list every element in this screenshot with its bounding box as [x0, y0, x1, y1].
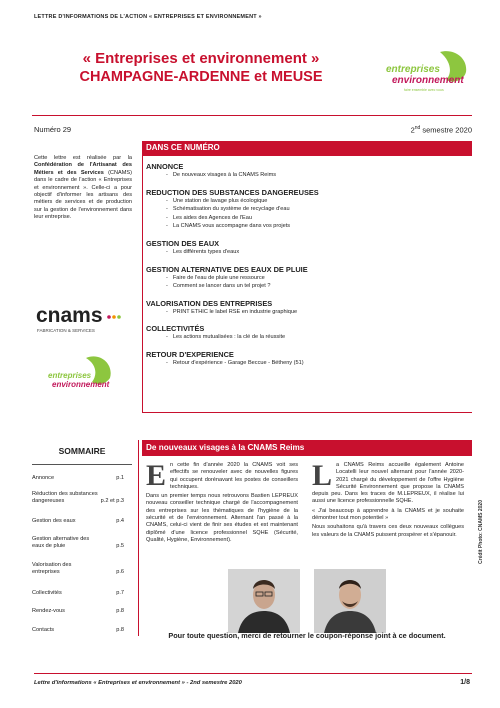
page-number: 1/8 [460, 679, 470, 686]
toc-item: - Les différents types d'eaux [174, 248, 466, 257]
sommaire-row [32, 562, 124, 576]
footer-text: Lettre d'informations « Entreprises et environnement » - 2nd semestre 2020 [34, 680, 242, 686]
toc-section-title: GESTION DES EAUX [146, 238, 220, 248]
article-column-2: La CNAMS Reims accueille également Antoine Locatelli leur nouvel alternant pour l'année 2020-2021 chargé du développement de l'offre Hygiène Sécurité Environnement que propose la CNAMS depuis peu. Dans les traces de M.LEPREUX, il réalise lui aussi une licence professionnelle SQHE. « J'ai beaucoup à apprendre à la CNAMS et je souhaite démontrer tout mon potentiel » Nous souhaitons qu'à travers ces deux nouveaux collègues les valeurs de la CNAMS puissent prospérer et s'épanouir. [312, 459, 464, 538]
sommaire-page: p.7 [116, 590, 124, 596]
portrait-photo [314, 569, 386, 633]
photo-credit: Crédit Photo: CNAMS 2020 [478, 500, 484, 564]
cnams-logo [34, 302, 134, 338]
toc-item: - De nouveaux visages à la CNAMS Reims [174, 171, 466, 180]
sommaire-rule [32, 464, 132, 465]
sommaire-label: Annonce [32, 475, 55, 481]
toc-section-title: RETOUR D'EXPERIENCE [146, 349, 234, 359]
portrait-photo [228, 569, 300, 633]
sommaire-label: Valorisation des entreprises [32, 562, 72, 575]
sommaire-row [32, 608, 124, 615]
logo-tagline: faire ensemble avec vous [404, 88, 444, 92]
entreprises-environnement-logo-small [46, 352, 118, 402]
sommaire-label: Gestion des eaux [32, 518, 76, 524]
logo-word2: environnement [392, 75, 464, 86]
intro-text: Cette lettre est réalisée par la Confédération de l'Artisanat des Métiers et des Services (CNAMS) dans le cadre de l'action « Entreprises et environnement ». Celle-ci a pour objectif d'informer les artisans des métiers de services et de production sur la gestion de l'environnement dans leur entreprise. [34, 155, 132, 221]
issue-number: Numéro 29 [34, 125, 72, 134]
sommaire-row [32, 475, 124, 482]
sommaire-page: p.2 et p.3 [100, 498, 124, 504]
toc-item: - Faire de l'eau de pluie une ressource [174, 274, 466, 283]
toc-section-title: ANNONCE [146, 162, 184, 171]
sommaire-page: p.8 [116, 608, 124, 614]
semester: 2nd semestre 2020 [410, 125, 472, 135]
toc-section-title: GESTION ALTERNATIVE DES EAUX DE PLUIE [146, 264, 308, 274]
coupon-notice: Pour toute question, merci de retourner le coupon-réponse joint à ce document. [168, 631, 446, 640]
toc-item: - Les aides des Agences de l'Eau [174, 214, 466, 223]
toc-section-title: COLLECTIVITÉS [146, 324, 205, 334]
sommaire-row [32, 627, 124, 634]
entreprises-environnement-logo [382, 50, 472, 100]
sommaire-label: Collectivités [32, 590, 62, 596]
logo-small-word1: entreprises [48, 371, 92, 380]
sommaire-label: Rendez-vous [32, 608, 65, 614]
header-rule [32, 115, 472, 116]
sommaire-page: p.8 [116, 627, 124, 633]
page-subtitle: CHAMPAGNE-ARDENNE et MEUSE [79, 69, 323, 85]
toc-section-title: VALORISATION DES ENTREPRISES [146, 298, 273, 308]
toc-item: - Retour d'expérience - Garage Beccue - Bétheny (51) [174, 359, 466, 368]
page-title: « Entreprises et environnement » [82, 50, 320, 67]
toc-item: - Schématisation du système de recyclage d'eau [174, 205, 466, 214]
sommaire-row [32, 491, 124, 505]
sommaire-label: Contacts [32, 627, 55, 633]
sommaire-row [32, 590, 124, 597]
article-side-border [138, 440, 139, 636]
cnams-logo-sub: FABRICATION & SERVICES [37, 328, 95, 333]
toc-list [146, 162, 466, 368]
logo-word1: entreprises [386, 64, 440, 75]
sommaire-page: p.4 [116, 518, 124, 524]
sommaire-label: Réduction des substances dangereuses [32, 491, 98, 504]
dropcap: L [312, 459, 333, 492]
newsletter-topline: LETTRE D'INFORMATIONS DE L'ACTION « ENTREPRISES ET ENVIRONNEMENT » [34, 14, 262, 20]
toc-item: - Les actions mutualisées : la clé de la réussite [174, 333, 466, 342]
cnams-logo-name: cnams [36, 304, 103, 327]
sommaire-label: Gestion alternative des eaux de pluie [32, 536, 90, 549]
article-heading: De nouveaux visages à la CNAMS Reims [142, 440, 472, 456]
toc-item: - PRINT ETHIC le label RSE en industrie graphique [174, 308, 466, 317]
title-box [34, 40, 368, 106]
sommaire-page: p.5 [116, 543, 124, 549]
footer-rule [34, 673, 472, 674]
toc-item: - Une station de lavage plus écologique [174, 197, 466, 206]
toc-section-title: REDUCTION DES SUBSTANCES DANGEREUSES [146, 187, 319, 197]
sommaire-page: p.1 [116, 475, 124, 481]
article-column-1: En cette fin d'année 2020 la CNAMS voit ses effectifs se renouveler avec de nouvelles figures qui occupent dorénavant les postes de conseillers techniques. Dans un premier temps nous retrouvons Bastien LEPREUX nouveau conseiller technique chargé de l'accompagnement des entreprises sur les thématiques de l'hygiène de la sécurité et de l'environnement. Alternant l'an passé à la CNAMS, celui-ci vient de finir ses études et est maintenant diplômé d'une licence professionnel SQHE (Sécurité, Qualité, Hygiène, Environnement). [146, 459, 298, 543]
sommaire-row [32, 536, 124, 550]
sommaire-page: p.6 [116, 569, 124, 575]
logo-small-word2: environnement [52, 380, 110, 389]
toc-heading: DANS CE NUMÉRO [142, 141, 472, 156]
sommaire-heading: SOMMAIRE [58, 446, 106, 456]
toc-item: - La CNAMS vous accompagne dans vos projets [174, 222, 466, 231]
sommaire-row [32, 518, 124, 525]
dropcap: E [146, 459, 167, 492]
toc-item: - Comment se lancer dans un tel projet ? [174, 282, 466, 291]
